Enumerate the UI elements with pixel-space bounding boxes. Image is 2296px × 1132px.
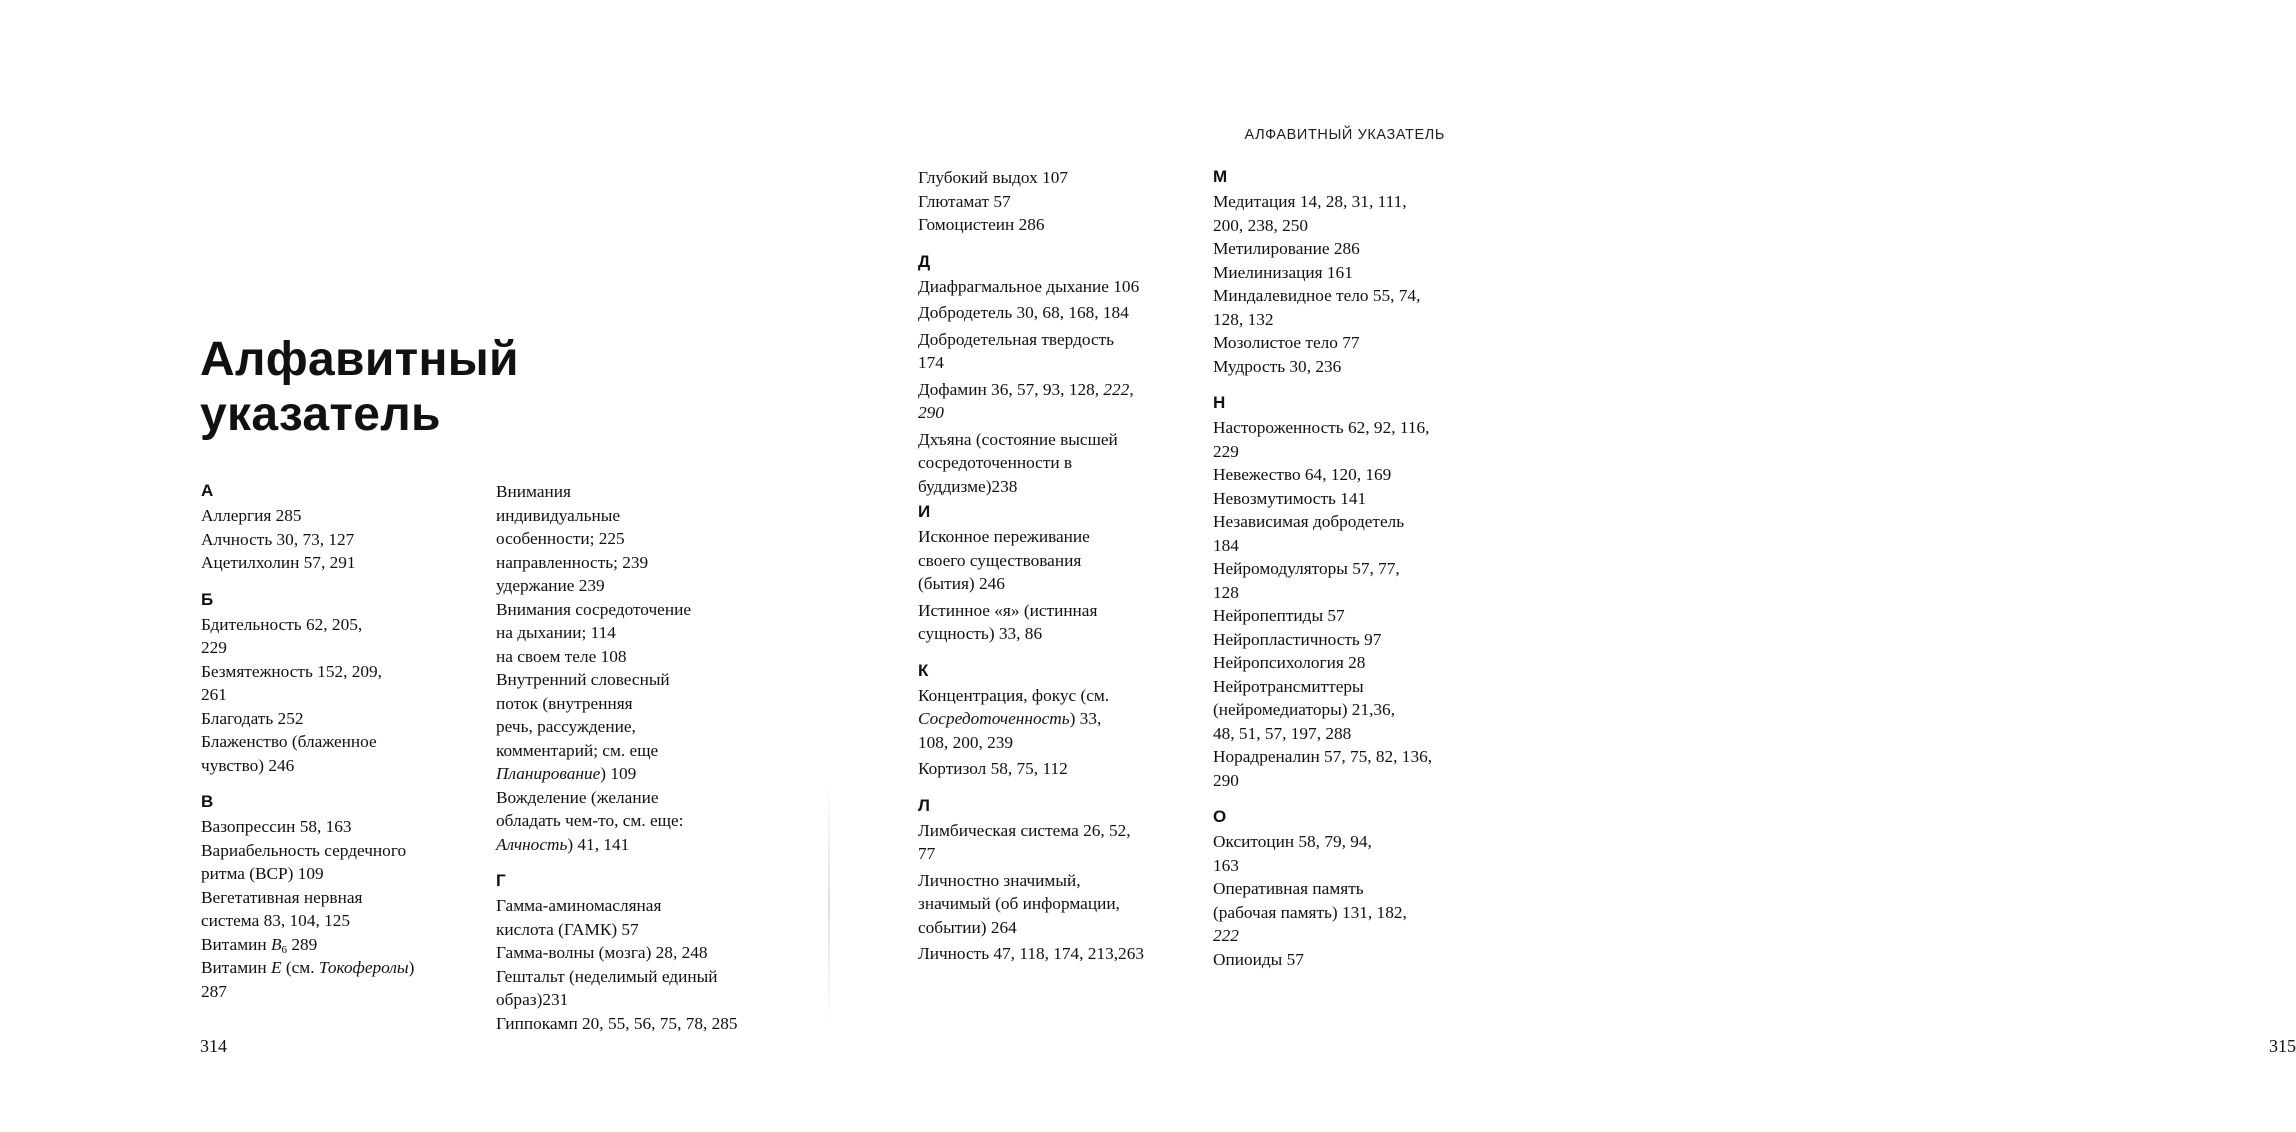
index-entry: Дхъяна (состояние высшей сосредоточенности в буддизме)238 (918, 429, 1118, 496)
vitamin-e-line: Витамин E (см. Токоферолы) (201, 958, 415, 977)
planning-line: Планирование) 109 (496, 764, 637, 783)
index-entry: Кортизол 58, 75, 112 (918, 759, 1068, 778)
index-entry: Алчность 30, 73, 127 (201, 529, 355, 549)
index-entry: Внимания сосредоточение на дыхании; 114 на своем теле 108 (496, 599, 692, 666)
page-title (200, 332, 519, 442)
index-entry: Вожделение (желание обладать чем-то, см. еще: Алчность) 41, 141 (496, 786, 781, 857)
index-column-3 (918, 166, 1203, 969)
index-entry: Глютамат 57 (918, 191, 1011, 211)
index-entry: Гештальт (неделимый единый образ)231 (496, 966, 718, 1009)
index-entry: Блаженство (блаженное чувство) 246 (201, 732, 377, 775)
index-entry: Витамин E (см. Токоферолы) 287 (201, 956, 486, 1003)
index-entry: Мозолистое тело 77 (1213, 333, 1360, 352)
index-entry: Добродетельная твердость 174 (918, 329, 1115, 372)
index-entry: Окситоцин 58, 79, 94, 163 (1213, 832, 1372, 875)
page-number: 314 (200, 1036, 227, 1056)
index-entry: Мудрость 30, 236 (1213, 356, 1342, 376)
index-entry: Норадреналин 57, 75, 82, 136, 290 (1213, 747, 1433, 790)
index-entry: Медитация 14, 28, 31, 111, 200, 238, 250 (1213, 192, 1407, 235)
section-letter: Д (918, 251, 931, 271)
index-entry: Независимая добродетель 184 (1213, 512, 1405, 555)
index-entry: Добродетель 30, 68, 168, 184 (918, 303, 1129, 322)
index-column-4 (1213, 166, 1488, 971)
focus-line: Сосредоточенность) 33, (918, 709, 1102, 728)
running-head: АЛФАВИТНЫЙ УКАЗАТЕЛЬ (1244, 127, 1445, 143)
title-line: указатель (200, 388, 441, 441)
index-entry: Миелинизация 161 (1213, 262, 1353, 282)
index-entry: Нейромодуляторы 57, 77, 128 (1213, 559, 1400, 602)
index-entry: Нейропластичность 97 (1213, 629, 1382, 649)
index-entry: Гамма-волны (мозга) 28, 248 (496, 943, 708, 962)
index-entry: Гомоцистеин 286 (918, 215, 1045, 234)
index-entry: Вазопрессин 58, 163 (201, 817, 352, 836)
section-letter: Г (496, 871, 506, 890)
index-entry: Настороженность 62, 92, 116, 229 (1213, 418, 1430, 461)
index-entry: Личность 47, 118, 174, 213,263 (918, 944, 1144, 963)
vitamin-b6-line: Витамин $B_6$ 289 (201, 934, 318, 956)
index-entry: Глубокий выдох 107 (918, 168, 1069, 187)
index-entry: Нейротрансмиттеры (нейромедиаторы) 21,36, 48, 51, 57, 197, 288 (1213, 676, 1396, 743)
index-entry: Оперативная память (рабочая память) 131, 182, 222 (1213, 879, 1407, 945)
index-entry: Аллергия 285 (201, 506, 302, 525)
section-letter: Б (201, 589, 214, 609)
index-entry: Личностно значимый, значимый (об информации, событии) 264 (918, 870, 1120, 937)
index-entry: Диафрагмальное дыхание 106 (918, 276, 1140, 296)
index-entry: Вариабельность сердечного ритма (ВСР) 109 (201, 840, 407, 883)
index-entry: Истинное «я» (истинная сущность) 33, 86 (918, 600, 1098, 643)
index-entry: Гамма-аминомасляная кислота (ГАМК) 57 (496, 896, 662, 939)
index-entry: Дофамин 36, 57, 93, 128, 222, 290 (918, 378, 1203, 425)
index-entry: Невежество 64, 120, 169 (1213, 465, 1392, 484)
section-letter: О (1213, 807, 1227, 826)
index-column-1 (201, 480, 486, 1003)
index-entry: Исконное переживание своего существования (бытия) 246 (918, 527, 1090, 593)
section-letter: И (918, 502, 931, 521)
index-entry: Благодать 252 (201, 708, 304, 728)
index-entry: Концентрация, фокус (см. Сосредоточенность) 33, 108, 200, 239 (918, 684, 1203, 755)
index-entry: Лимбическая система 26, 52, 77 (918, 820, 1131, 863)
title-line: Алфавитный (200, 333, 519, 386)
index-entry: Невозмутимость 141 (1213, 488, 1367, 508)
index-entry: Нейропсихология 28 (1213, 653, 1366, 672)
index-entry: Вегетативная нервная система 83, 104, 125 (201, 887, 363, 930)
greed-line: Алчность) 41, 141 (496, 834, 630, 854)
index-entry: Внимания индивидуальные особенности; 225 направленность; 239 удержание 239 (496, 482, 649, 595)
index-entry: Опиоиды 57 (1213, 949, 1304, 969)
section-letter: А (201, 481, 214, 500)
index-entry: Миндалевидное тело 55, 74, 128, 132 (1213, 286, 1421, 329)
index-entry: Безмятежность 152, 209, 261 (201, 661, 382, 704)
index-entry: Ацетилхолин 57, 291 (201, 553, 356, 572)
section-letter: К (918, 660, 929, 680)
section-letter: Л (918, 795, 930, 815)
index-entry: Нейропептиды 57 (1213, 606, 1345, 625)
left-page (0, 0, 830, 1132)
dopamine-line: Дофамин 36, 57, 93, 128, 222, (918, 379, 1134, 399)
page-number: 315 (2269, 1036, 2296, 1056)
index-entry: Гиппокамп 20, 55, 56, 75, 78, 285 (496, 1013, 738, 1033)
section-letter: Н (1213, 393, 1226, 412)
index-entry: Метилирование 286 (1213, 239, 1360, 258)
index-column-2 (496, 480, 781, 1035)
index-entry: Бдительность 62, 205, 229 (201, 614, 363, 657)
section-letter: М (1213, 167, 1228, 186)
index-entry (201, 933, 486, 957)
index-entry: Внутренний словесный поток (внутренняя речь, рассуждение, комментарий; см. еще Планирование) 109 (496, 668, 781, 786)
section-letter: В (201, 792, 214, 811)
